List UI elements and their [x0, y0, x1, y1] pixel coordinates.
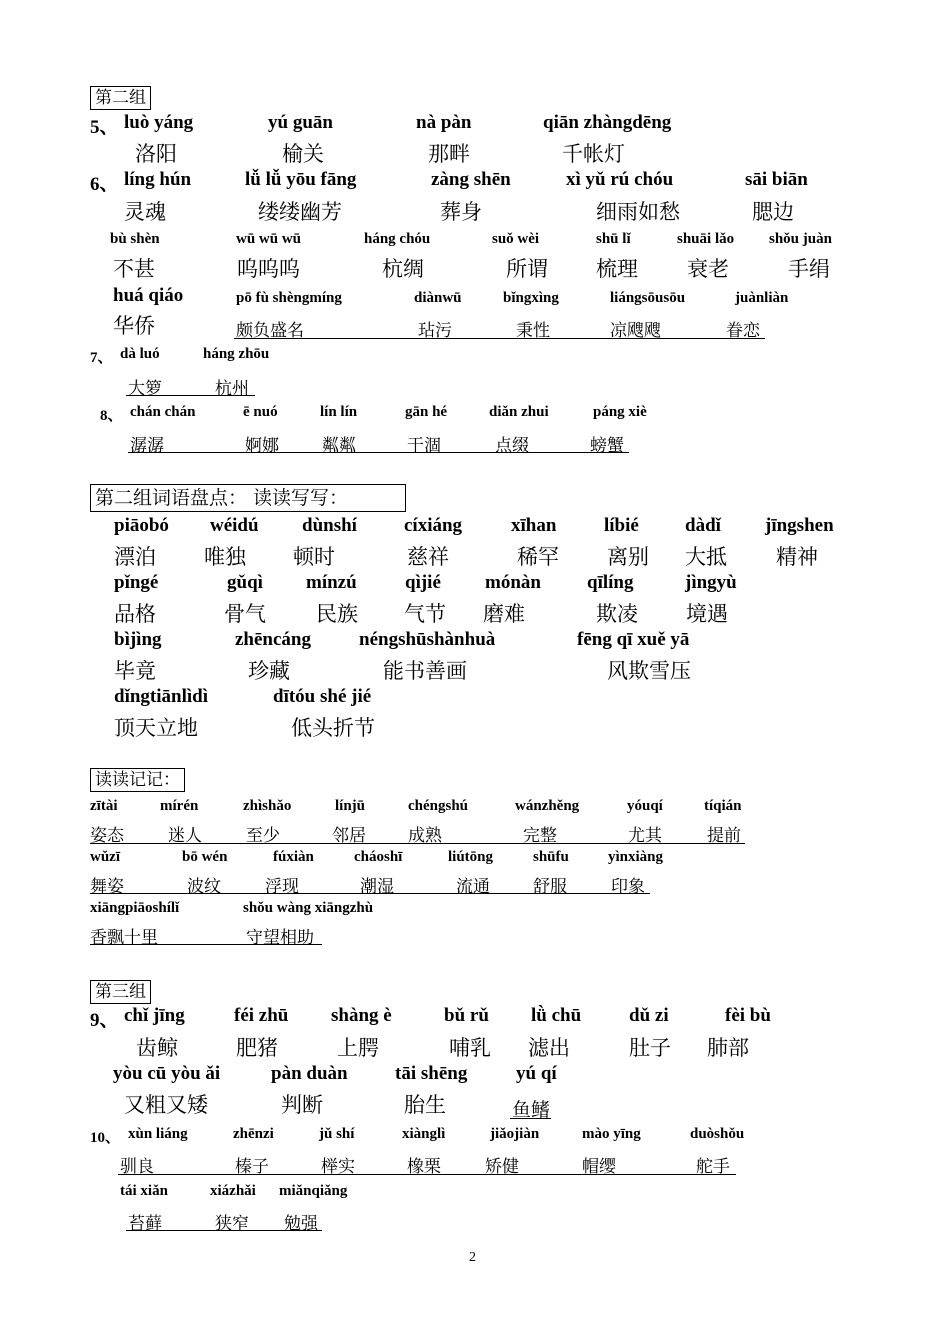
word: 干涸: [407, 436, 441, 456]
pinyin: pǐngé: [114, 572, 159, 593]
pinyin: zhìshǎo: [243, 798, 292, 814]
word: 浮现: [265, 877, 299, 897]
word: 毕竟: [114, 659, 156, 683]
word: 磨难: [483, 602, 525, 626]
pinyin: cíxiáng: [404, 515, 463, 536]
pinyin: liángsōusōu: [610, 290, 686, 306]
word: 骨气: [224, 602, 266, 626]
underline: [90, 944, 322, 945]
pinyin: dǔ zi: [629, 1005, 669, 1026]
pinyin: xùn liáng: [128, 1126, 188, 1142]
pinyin: xiāngpiāoshílǐ: [90, 900, 180, 916]
word: 婀娜: [245, 436, 279, 456]
word: 哺乳: [449, 1036, 491, 1060]
pinyin: shàng è: [331, 1005, 392, 1026]
word: 狭窄: [215, 1214, 249, 1234]
word: 杭绸: [382, 257, 424, 281]
word: 舒服: [533, 877, 567, 897]
pinyin: zītài: [90, 798, 118, 814]
pinyin: wánzhěng: [515, 798, 580, 814]
pinyin: néngshūshànhuà: [359, 629, 496, 650]
word: 梳理: [596, 257, 638, 281]
word: 勉强: [284, 1214, 318, 1234]
pinyin: xiànglì: [402, 1126, 446, 1142]
word: 精神: [776, 545, 818, 569]
underline: [126, 395, 255, 396]
pinyin: qìjié: [405, 572, 441, 593]
pinyin: ē nuó: [243, 404, 278, 420]
pinyin: luò yáng: [124, 112, 194, 133]
pinyin: wǔzī: [90, 849, 120, 865]
word: 能书善画: [383, 659, 467, 683]
word: 凉飕飕: [610, 321, 661, 341]
pinyin: cháoshī: [354, 849, 403, 865]
pinyin: tái xiǎn: [120, 1183, 168, 1199]
pinyin: fèi bù: [725, 1005, 771, 1026]
pinyin: wū wū wū: [236, 231, 302, 247]
pinyin: jīngshen: [765, 515, 834, 536]
pinyin: háng chóu: [364, 231, 431, 247]
pinyin: yú guān: [268, 112, 333, 133]
item-number-10: 10、: [90, 1130, 121, 1146]
pinyin: jǔ shí: [319, 1126, 355, 1142]
word: 杭州: [215, 379, 249, 399]
word: 品格: [114, 602, 156, 626]
word: 肚子: [629, 1036, 671, 1060]
item-number-5: 5、: [90, 117, 119, 138]
pinyin: yòu cū yòu ǎi: [113, 1063, 221, 1084]
pinyin: háng zhōu: [203, 346, 270, 362]
pinyin: féi zhū: [234, 1005, 289, 1026]
word: 肥猪: [236, 1036, 278, 1060]
word: 滤出: [528, 1036, 570, 1060]
group3-title: 第三组: [90, 980, 151, 1004]
word: 守望相助: [246, 928, 314, 948]
word: 缕缕幽芳: [258, 200, 342, 224]
underline: [128, 452, 629, 453]
item-number-8: 8、: [100, 408, 123, 424]
word: 胎生: [404, 1093, 446, 1117]
word: 颇负盛名: [236, 321, 304, 341]
word: 珍藏: [248, 659, 290, 683]
underline: [510, 1118, 551, 1119]
pinyin: shǒu wàng xiāngzhù: [243, 900, 374, 916]
word: 帽缨: [582, 1157, 616, 1177]
pinyin: dǐngtiānlìdì: [114, 686, 208, 707]
pinyin: wéidú: [210, 515, 259, 536]
pinyin: tíqián: [704, 798, 742, 814]
word: 大箩: [128, 379, 162, 399]
word: 那畔: [428, 142, 470, 166]
pinyin: diǎn zhui: [489, 404, 549, 420]
group2-title: 第二组: [90, 86, 151, 110]
pinyin: diànwū: [414, 290, 462, 306]
pinyin: lín lín: [320, 404, 358, 420]
pinyin: dùnshí: [302, 515, 357, 536]
word: 华侨: [113, 314, 155, 338]
word: 漂泊: [114, 545, 156, 569]
pinyin: fēng qī xuě yā: [577, 629, 690, 650]
word: 榆关: [282, 142, 324, 166]
underline: [234, 338, 765, 339]
pinyin: qīlíng: [587, 572, 634, 593]
word: 舵手: [696, 1157, 730, 1177]
read-remember-title: 读读记记：: [90, 768, 185, 792]
word: 点缀: [495, 436, 529, 456]
word: 提前: [707, 826, 741, 846]
group2-review-title: 第二组词语盘点： 读读写写：: [90, 484, 406, 512]
word: 眷恋: [726, 321, 760, 341]
word: 潮湿: [360, 877, 394, 897]
word: 顿时: [293, 545, 335, 569]
page-number: 2: [469, 1250, 476, 1265]
word: 成熟: [408, 826, 442, 846]
pinyin: liútōng: [448, 849, 494, 865]
pinyin: fúxiàn: [273, 849, 314, 865]
pinyin: duòshǒu: [690, 1126, 745, 1142]
pinyin: zhēncáng: [235, 629, 311, 650]
word: 矫健: [485, 1157, 519, 1177]
underline: [90, 893, 650, 894]
word: 齿鲸: [136, 1036, 178, 1060]
word: 不甚: [113, 257, 155, 281]
pinyin: páng xiè: [593, 404, 647, 420]
word: 至少: [246, 826, 280, 846]
pinyin: shǒu juàn: [769, 231, 832, 247]
word: 判断: [281, 1093, 323, 1117]
pinyin: dà luó: [120, 346, 160, 362]
word: 洛阳: [135, 142, 177, 166]
word: 印象: [611, 877, 645, 897]
word: 波纹: [187, 877, 221, 897]
word: 手绢: [788, 257, 830, 281]
word: 秉性: [516, 321, 550, 341]
pinyin: zhēnzi: [233, 1126, 274, 1142]
word: 苔藓: [128, 1214, 162, 1234]
pinyin: xīhan: [511, 515, 557, 536]
pinyin: xiázhǎi: [210, 1183, 256, 1199]
pinyin: mào yīng: [582, 1126, 641, 1142]
word: 螃蟹: [590, 436, 624, 456]
word: 灵魂: [124, 200, 166, 224]
word: 顶天立地: [114, 716, 198, 740]
pinyin: mínzú: [306, 572, 357, 593]
word: 榉实: [321, 1157, 355, 1177]
pinyin: bō wén: [182, 849, 228, 865]
word: 玷污: [418, 321, 452, 341]
word: 气节: [404, 602, 446, 626]
pinyin: nà pàn: [416, 112, 472, 133]
word: 尤其: [628, 826, 662, 846]
word: 橡栗: [407, 1157, 441, 1177]
word: 所谓: [506, 257, 548, 281]
pinyin: lǜ chū: [531, 1005, 582, 1026]
pinyin: miǎnqiǎng: [279, 1183, 348, 1199]
word: 鱼鳍: [512, 1099, 551, 1121]
word: 驯良: [120, 1157, 154, 1177]
pinyin: bìjìng: [114, 629, 162, 650]
pinyin: juànliàn: [735, 290, 789, 306]
pinyin: zàng shēn: [431, 169, 511, 190]
pinyin: huá qiáo: [113, 285, 184, 306]
item-number-6: 6、: [90, 174, 119, 195]
word: 完整: [523, 826, 557, 846]
underline: [118, 1174, 736, 1175]
word: 邻居: [332, 826, 366, 846]
pinyin: sāi biān: [745, 169, 808, 190]
pinyin: jiǎojiàn: [490, 1126, 540, 1142]
pinyin: bǔ rǔ: [444, 1005, 489, 1026]
pinyin: chǐ jīng: [124, 1005, 185, 1026]
pinyin: xì yǔ rú chóu: [566, 169, 674, 190]
pinyin: dītóu shé jié: [273, 686, 372, 707]
word: 腮边: [752, 200, 794, 224]
pinyin: chán chán: [130, 404, 196, 420]
pinyin: pō fù shèngmíng: [236, 290, 342, 306]
pinyin: lǚ lǚ yōu fāng: [245, 169, 357, 190]
word: 又粗又矮: [124, 1093, 208, 1117]
pinyin: tāi shēng: [395, 1063, 468, 1084]
word: 肺部: [707, 1036, 749, 1060]
word: 慈祥: [407, 545, 449, 569]
item-number-7: 7、: [90, 350, 113, 366]
word: 上腭: [337, 1036, 379, 1060]
pinyin: línjū: [335, 798, 366, 814]
word: 千帐灯: [562, 142, 625, 166]
pinyin: piāobó: [114, 515, 169, 536]
word: 风欺雪压: [607, 659, 691, 683]
pinyin: yóuqí: [627, 798, 663, 814]
word: 榛子: [235, 1157, 269, 1177]
pinyin: gān hé: [405, 404, 448, 420]
word: 衰老: [687, 257, 729, 281]
word: 姿态: [90, 826, 124, 846]
pinyin: líng hún: [124, 169, 192, 190]
word: 迷人: [168, 826, 202, 846]
word: 呜呜呜: [237, 257, 300, 281]
word: 流通: [456, 877, 490, 897]
underline: [126, 1230, 322, 1231]
word: 香飘十里: [90, 928, 158, 948]
pinyin: líbié: [604, 515, 639, 536]
pinyin: qiān zhàngdēng: [543, 112, 672, 133]
pinyin: shū lǐ: [596, 231, 631, 247]
pinyin: shuāi lǎo: [677, 231, 735, 247]
pinyin: mírén: [160, 798, 199, 814]
word: 舞姿: [90, 877, 124, 897]
word: 潺潺: [130, 436, 164, 456]
pinyin: yú qí: [516, 1063, 557, 1084]
word: 粼粼: [322, 436, 356, 456]
pinyin: shūfu: [533, 849, 569, 865]
pinyin: yìnxiàng: [608, 849, 664, 865]
pinyin: pàn duàn: [271, 1063, 348, 1084]
pinyin: mónàn: [485, 572, 541, 593]
word: 境遇: [686, 602, 728, 626]
pinyin: gǔqì: [227, 572, 263, 593]
pinyin: jìngyù: [685, 572, 737, 593]
pinyin: chéngshú: [408, 798, 469, 814]
underline: [90, 843, 745, 844]
word: 欺凌: [596, 602, 638, 626]
word: 唯独: [204, 545, 246, 569]
word: 离别: [607, 545, 649, 569]
pinyin: suǒ wèi: [492, 231, 540, 247]
word: 细雨如愁: [596, 200, 680, 224]
word: 稀罕: [517, 545, 559, 569]
item-number-9: 9、: [90, 1010, 119, 1031]
pinyin: bù shèn: [110, 231, 160, 247]
word: 民族: [316, 602, 358, 626]
pinyin: dàdǐ: [685, 515, 721, 536]
word: 葬身: [440, 200, 482, 224]
word: 大抵: [685, 545, 727, 569]
pinyin: bǐngxìng: [503, 290, 559, 306]
word: 低头折节: [291, 716, 375, 740]
